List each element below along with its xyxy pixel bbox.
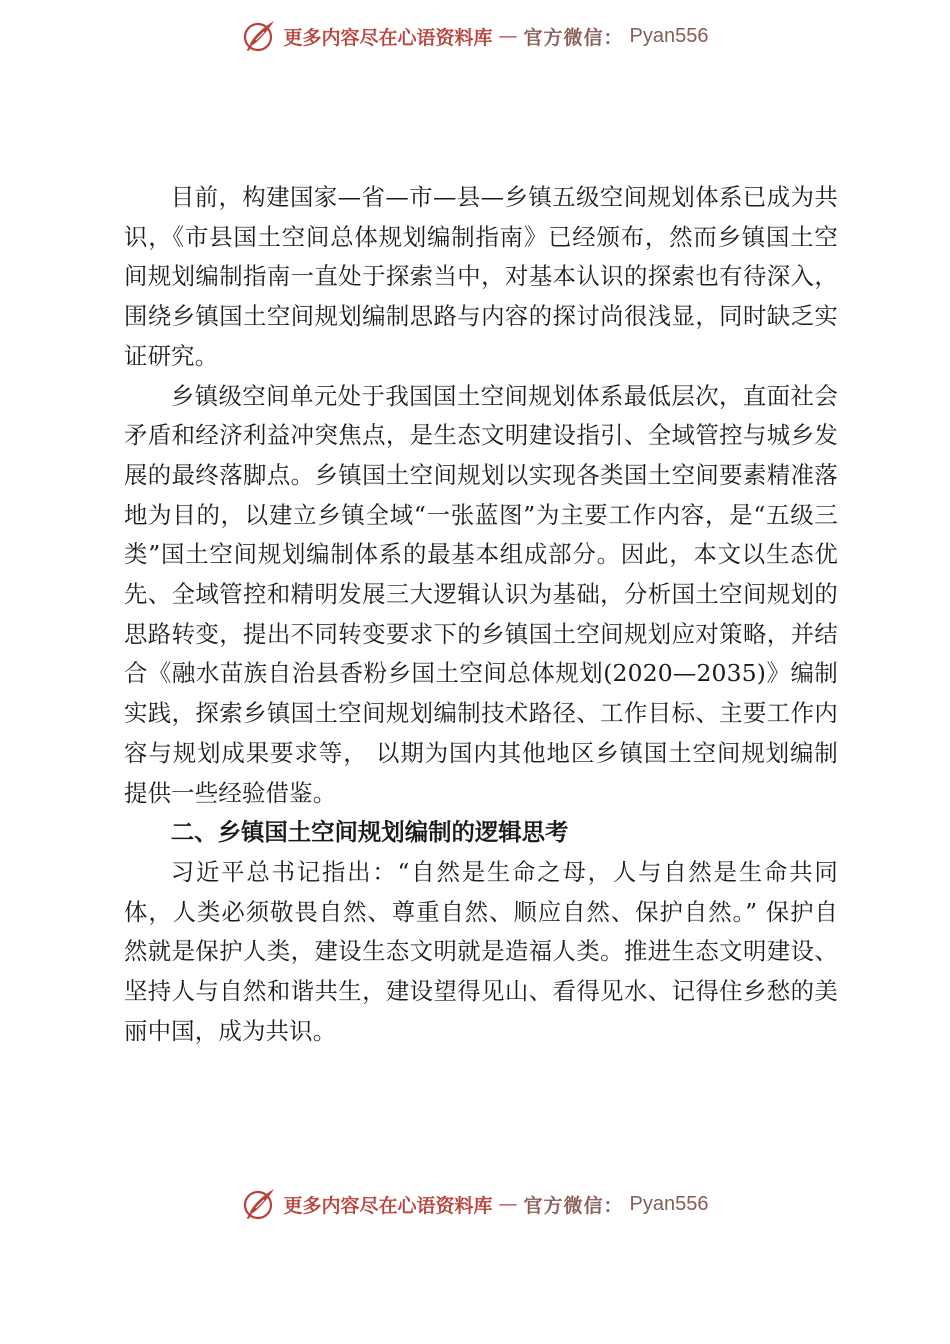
document-body <box>124 178 838 1051</box>
watermark-wechat-id: Pyan556 <box>629 24 709 47</box>
footer-watermark <box>0 1184 950 1224</box>
watermark-brand: 更多内容尽在心语资料库 <box>283 1194 493 1217</box>
watermark-brand: 更多内容尽在心语资料库 <box>283 26 493 49</box>
watermark-wechat-label: 官方微信： <box>523 1194 624 1217</box>
paragraph-ecology: 习近平总书记指出：“自然是生命之母，人与自然是生命共同体，人类必须敬畏自然、尊重自然、顺应自然、保护自然。” 保护自然就是保护人类，建设生态文明就是造福人类。推进生态文明建设、坚持人与自然和谐共生，建设望得见山、看得见水、记得住乡愁的美丽中国，成为共识。 <box>124 857 838 1045</box>
paragraph-intro: 目前，构建国家—省—市—县—乡镇五级空间规划体系已成为共识，《市县国土空间总体规划编制指南》已经颁布，然而乡镇国土空间规划编制指南一直处于探索当中，对基本认识的探索也有待深入，围绕乡镇国土空间规划编制思路与内容的探讨尚很浅显，同时缺乏实证研究。 <box>124 183 838 370</box>
watermark-wechat-id: Pyan556 <box>629 1192 709 1215</box>
paragraph-township-level: 乡镇级空间单元处于我国国土空间规划体系最低层次，直面社会矛盾和经济利益冲突焦点，是生态文明建设指引、全域管控与城乡发展的最终落脚点。乡镇国土空间规划以实现各类国土空间要素精准落地为目的，以建立乡镇全域“一张蓝图”为主要工作内容，是“五级三类”国土空间规划编制体系的最基本组成部分。因此，本文以生态优先、全域管控和精明发展三大逻辑认识为基础，分析国土空间规划的思路转变，提出不同转变要求下的乡镇国土空间规划应对策略，并结合《融水苗族自治县香粉乡国土空间总体规划(2020—2035)》编制实践，探索乡镇国土空间规划编制技术路径、工作目标、主要工作内容与规划成果要求等， 以期为国内其他地区乡镇国土空间规划编制提供一些经验借鉴。 <box>124 381 838 807</box>
watermark-wechat-label: 官方微信： <box>523 26 624 49</box>
quill-pen-logo-icon <box>242 1186 278 1222</box>
watermark-separator: — <box>498 25 518 47</box>
section-heading: 二、乡镇国土空间规划编制的逻辑思考 <box>170 818 569 847</box>
header-watermark <box>0 16 950 56</box>
quill-pen-logo-icon <box>242 18 278 54</box>
watermark-separator: — <box>498 1193 518 1215</box>
